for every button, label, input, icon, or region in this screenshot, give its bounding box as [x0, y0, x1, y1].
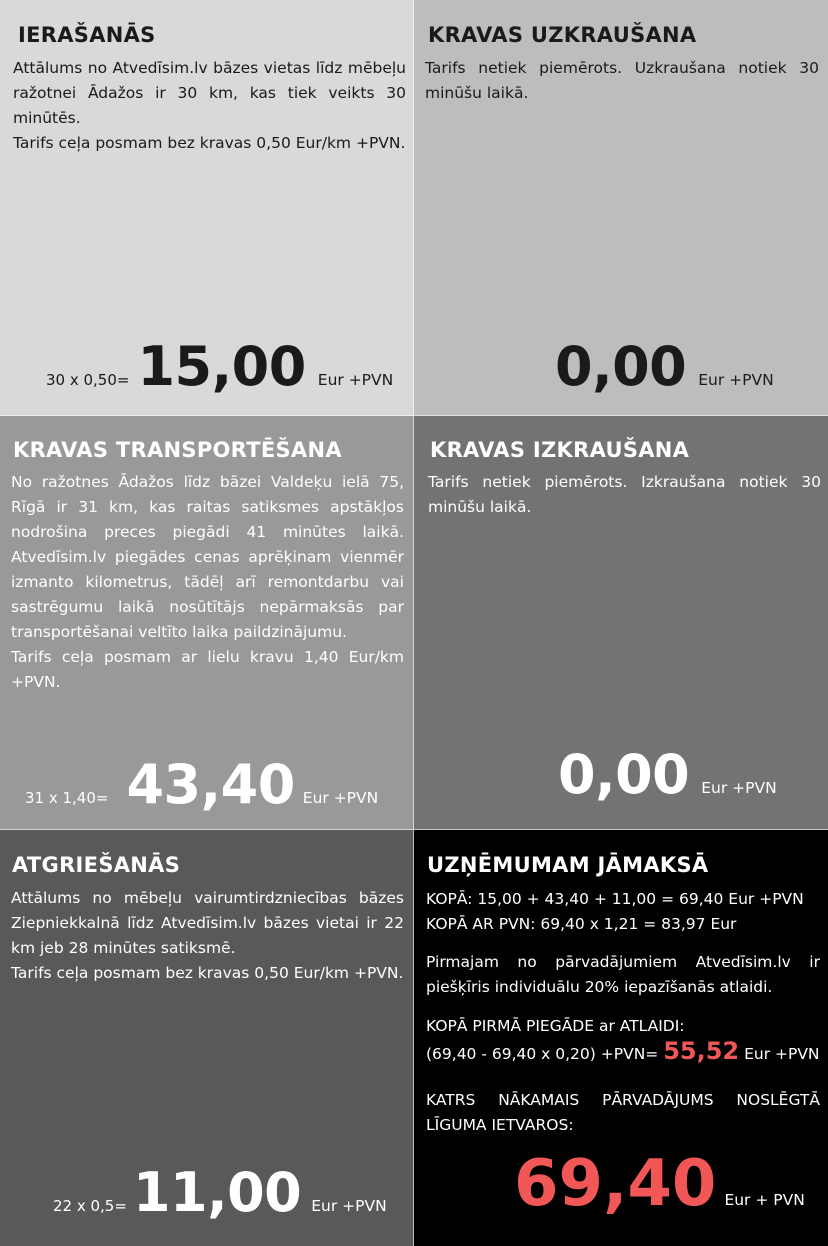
transport-tariff-text: Tarifs ceļa posmam ar lielu kravu 1,40 Eur/km +PVN. — [11, 648, 404, 691]
loading-title: KRAVAS UZKRAUŠANA — [428, 23, 697, 47]
horizontal-divider-bottom — [0, 829, 828, 830]
return-tariff-text: Tarifs ceļa posmam bez kravas 0,50 Eur/km +PVN. — [11, 964, 404, 982]
return-price — [53, 1161, 387, 1224]
return-panel — [0, 830, 414, 1246]
transport-description — [11, 470, 404, 695]
next-delivery-description — [426, 1088, 820, 1138]
first-delivery-unit: Eur +PVN — [744, 1045, 820, 1063]
arrival-calc: 30 x 0,50= — [46, 371, 130, 389]
total-vat-line: KOPĀ AR PVN: 69,40 x 1,21 = 83,97 Eur — [426, 915, 737, 933]
unloading-panel — [414, 416, 828, 830]
payable-totals — [426, 887, 820, 937]
transport-panel — [0, 416, 414, 830]
first-delivery-amount: 55,52 — [663, 1037, 740, 1065]
payable-title: UZŅĒMUMAM JĀMAKSĀ — [427, 853, 709, 877]
unloading-text: Tarifs netiek piemērots. Izkraušana notiek 30 minūšu laikā. — [428, 473, 821, 516]
loading-text: Tarifs netiek piemērots. Uzkraušana notiek 30 minūšu laikā. — [425, 59, 819, 102]
total-line: KOPĀ: 15,00 + 43,40 + 11,00 = 69,40 Eur +PVN — [426, 890, 804, 908]
first-delivery-block — [426, 1014, 826, 1067]
arrival-description — [13, 56, 406, 156]
loading-panel — [414, 0, 828, 416]
vertical-divider — [413, 0, 414, 1246]
arrival-tariff-text: Tarifs ceļa posmam bez kravas 0,50 Eur/km +PVN. — [13, 134, 406, 152]
unloading-description — [428, 470, 821, 520]
discount-text: Pirmajam no pārvadājumiem Atvedīsim.lv ir piešķīris individuālu 20% iepazīšanās atlaidi. — [426, 953, 820, 996]
unloading-title: KRAVAS IZKRAUŠANA — [430, 438, 690, 462]
transport-title: KRAVAS TRANSPORTĒŠANA — [13, 438, 342, 462]
unloading-price — [558, 743, 777, 806]
return-amount: 11,00 — [132, 1161, 302, 1224]
transport-amount: 43,40 — [126, 753, 295, 816]
unloading-unit: Eur +PVN — [701, 779, 777, 797]
return-calc: 22 x 0,5= — [53, 1197, 127, 1215]
arrival-panel — [0, 0, 414, 416]
return-title: ATGRIEŠANĀS — [12, 853, 181, 877]
loading-description — [425, 56, 819, 106]
loading-unit: Eur +PVN — [698, 371, 774, 389]
first-delivery-label: KOPĀ PIRMĀ PIEGĀDE ar ATLAIDI: — [426, 1017, 685, 1035]
return-distance-text: Attālums no mēbeļu vairumtirdzniecības bāzes Ziepniekkalnā līdz Atvedīsim.lv bāzes vietai ir 22 km jeb 28 minūtes satiksmē. — [11, 889, 404, 957]
payable-panel — [414, 830, 828, 1246]
first-delivery-calc: (69,40 - 69,40 x 0,20) +PVN= — [426, 1045, 659, 1063]
return-description — [11, 886, 404, 986]
arrival-distance-text: Attālums no Atvedīsim.lv bāzes vietas līdz mēbeļu ražotnei Ādažos ir 30 km, kas tiek veikts 30 minūtēs. — [13, 59, 406, 127]
discount-description — [426, 950, 820, 1000]
horizontal-divider-top — [0, 415, 828, 416]
transport-unit: Eur +PVN — [302, 789, 379, 807]
unloading-amount: 0,00 — [558, 743, 690, 806]
transport-price — [25, 753, 379, 816]
loading-price — [555, 335, 774, 398]
arrival-unit: Eur +PVN — [317, 371, 394, 389]
loading-amount: 0,00 — [555, 335, 687, 398]
next-delivery-text: KATRS NĀKAMAIS PĀRVADĀJUMS NOSLĒGTĀ LĪGUMA IETVAROS: — [426, 1091, 820, 1134]
next-delivery-price — [514, 1147, 805, 1221]
transport-calc: 31 x 1,40= — [25, 789, 109, 807]
arrival-price — [46, 335, 394, 398]
return-unit: Eur +PVN — [311, 1197, 387, 1215]
arrival-title: IERAŠANĀS — [18, 23, 156, 47]
first-delivery-line — [426, 1039, 826, 1067]
next-delivery-amount: 69,40 — [514, 1147, 717, 1221]
next-delivery-unit: Eur + PVN — [724, 1191, 805, 1209]
arrival-amount: 15,00 — [137, 335, 306, 398]
transport-distance-text: No ražotnes Ādažos līdz bāzei Valdeķu ielā 75, Rīgā ir 31 km, kas raitas satiksmes apstākļos nodrošina preces piegādi 41 minūtes laikā. Atvedīsim.lv piegādes cenas aprēķinam vienmēr izmanto kilometrus, tādēļ arī remontdarbu vai sastrēgumu laikā nosūtītājs nepārmaksās par transportēšanai veltīto laika paildzinājumu. — [11, 473, 404, 641]
